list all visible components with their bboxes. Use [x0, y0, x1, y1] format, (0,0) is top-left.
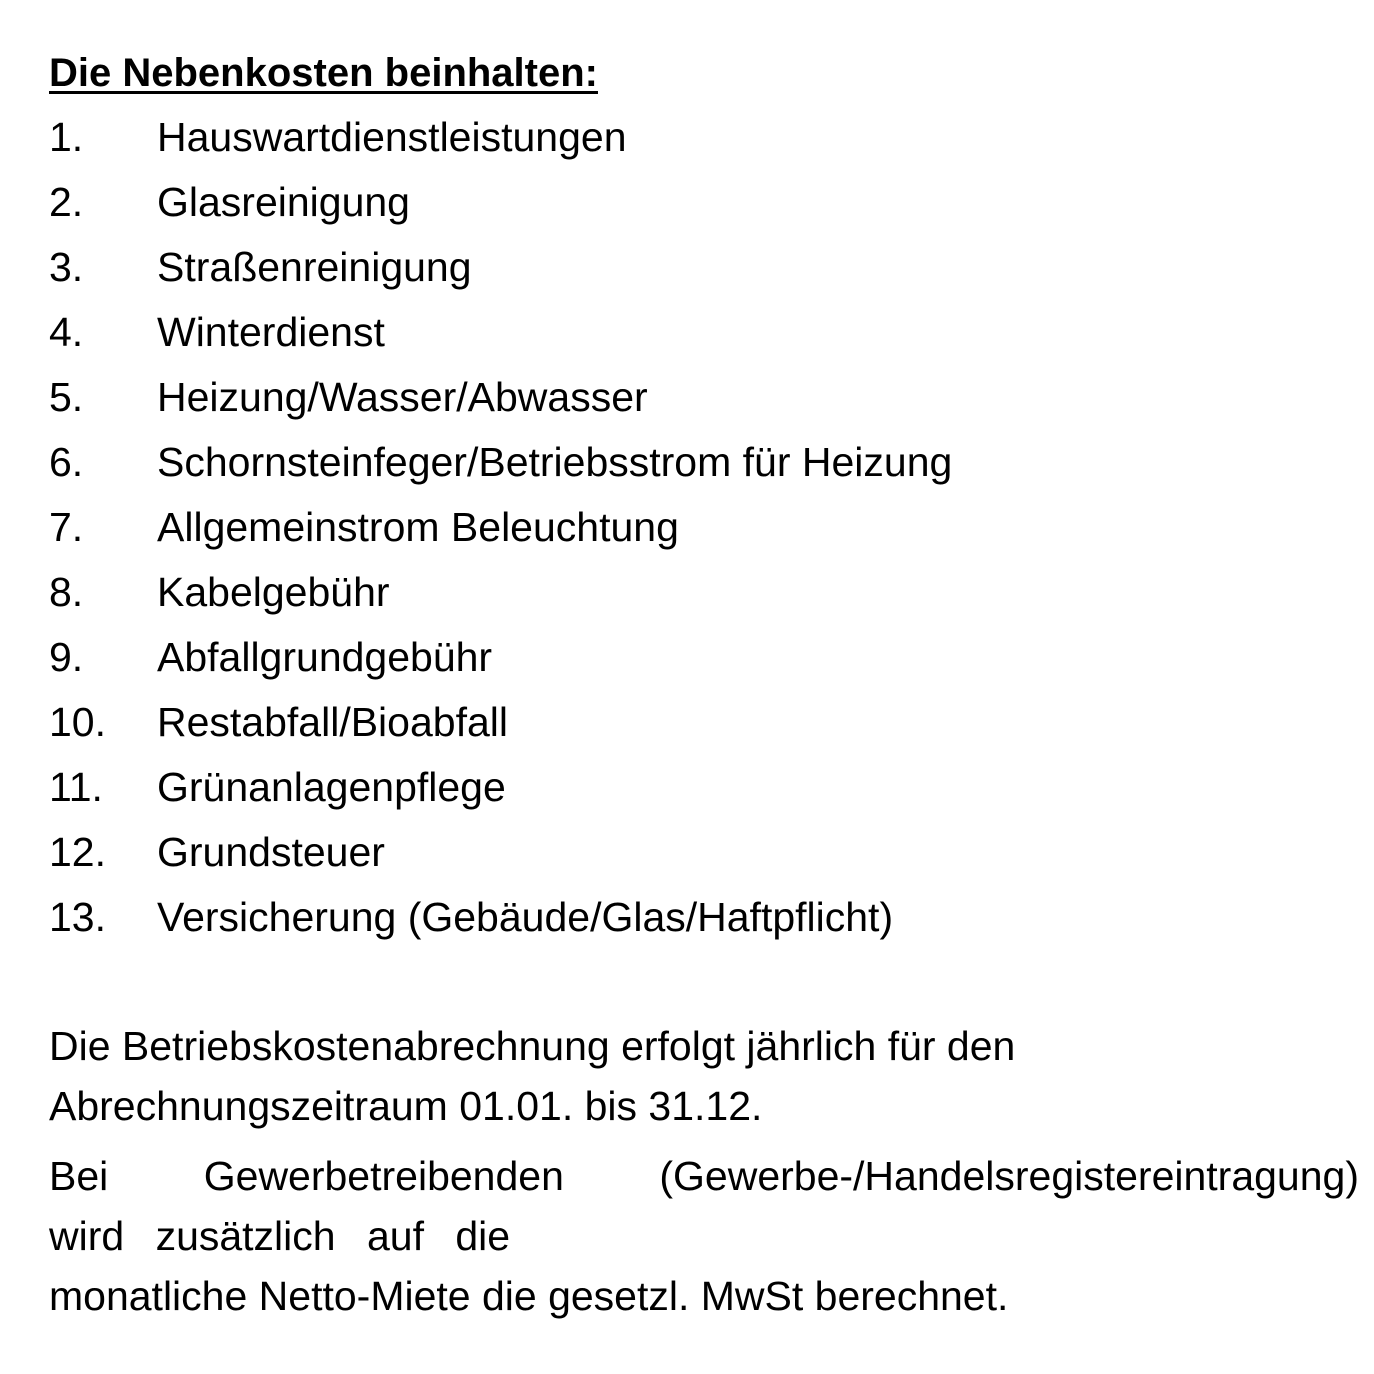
item-number: 7.	[49, 504, 84, 550]
list-item	[49, 632, 952, 697]
item-text: Grundsteuer	[157, 829, 385, 875]
item-text: Allgemeinstrom Beleuchtung	[157, 504, 679, 550]
item-text: Heizung/Wasser/Abwasser	[157, 374, 648, 420]
item-number: 11.	[49, 764, 103, 810]
business-tax-paragraph	[49, 1146, 1359, 1326]
item-number: 5.	[49, 374, 84, 420]
billing-line-2: Abrechnungszeitraum 01.01. bis 31.12.	[49, 1083, 763, 1129]
item-number: 4.	[49, 309, 84, 355]
list-item	[49, 697, 952, 762]
list-item	[49, 177, 952, 242]
list-item	[49, 242, 952, 307]
business-line-1: Bei Gewerbetreibenden (Gewerbe-/Handelsregistereintragung)	[49, 1153, 1359, 1199]
business-line-2: wird zusätzlich auf die	[49, 1213, 511, 1259]
list-item	[49, 892, 952, 957]
item-text: Restabfall/Bioabfall	[157, 699, 508, 745]
item-number: 10.	[49, 699, 106, 745]
item-number: 8.	[49, 569, 84, 615]
list-item	[49, 502, 952, 567]
item-number: 3.	[49, 244, 84, 290]
list-item	[49, 307, 952, 372]
billing-paragraph	[49, 1016, 1015, 1136]
billing-line-1: Die Betriebskostenabrechnung erfolgt jährlich für den	[49, 1023, 1016, 1069]
list-item	[49, 567, 952, 632]
item-number: 2.	[49, 179, 84, 225]
item-text: Straßenreinigung	[157, 244, 472, 290]
item-text: Kabelgebühr	[157, 569, 390, 615]
list-item	[49, 372, 952, 437]
item-number: 6.	[49, 439, 84, 485]
list-item	[49, 827, 952, 892]
item-number: 1.	[49, 114, 84, 160]
item-text: Schornsteinfeger/Betriebsstrom für Heizung	[157, 439, 953, 485]
item-text: Glasreinigung	[157, 179, 410, 225]
item-text: Grünanlagenpflege	[157, 764, 506, 810]
item-text: Versicherung (Gebäude/Glas/Haftpflicht)	[157, 894, 894, 940]
item-text: Winterdienst	[157, 309, 385, 355]
item-text: Hauswartdienstleistungen	[157, 114, 627, 160]
document-heading: Die Nebenkosten beinhalten:	[49, 51, 598, 95]
item-number: 12.	[49, 829, 106, 875]
list-item	[49, 437, 952, 502]
list-item	[49, 762, 952, 827]
item-number: 9.	[49, 634, 84, 680]
item-number: 13.	[49, 894, 106, 940]
list-item	[49, 112, 952, 177]
cost-items-list	[49, 112, 952, 957]
business-line-3: monatliche Netto-Miete die gesetzl. MwSt berechnet.	[49, 1273, 1009, 1319]
item-text: Abfallgrundgebühr	[157, 634, 493, 680]
